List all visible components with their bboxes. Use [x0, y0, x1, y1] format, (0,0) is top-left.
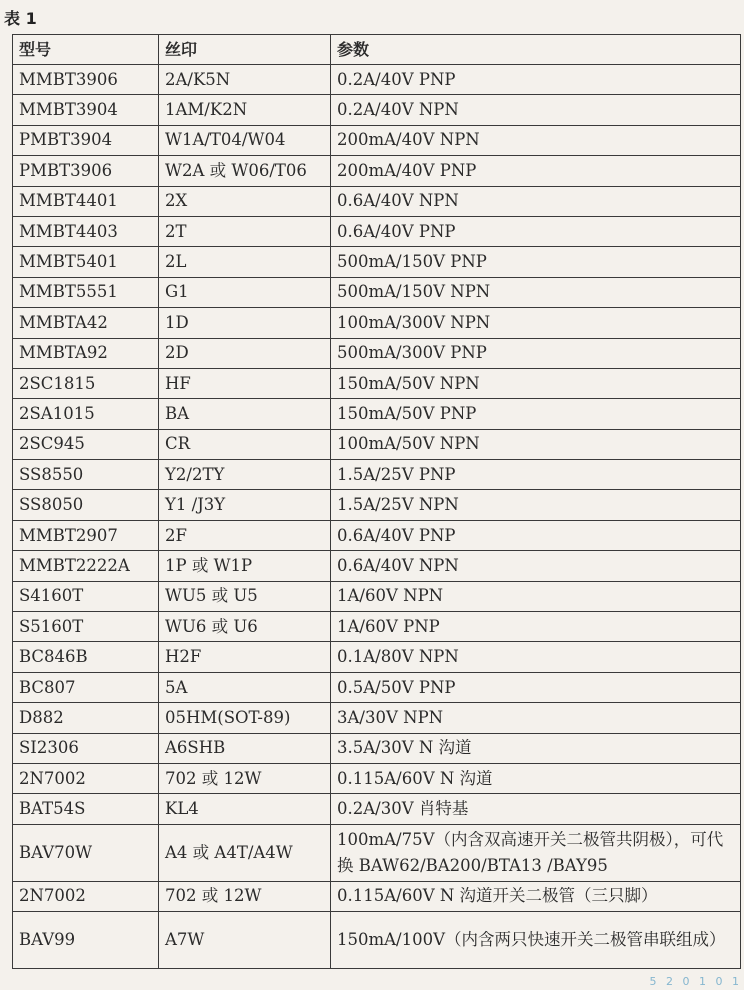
cell-model: MMBT2222A: [13, 551, 159, 581]
cell-model: BC846B: [13, 642, 159, 672]
cell-marking: CR: [159, 429, 331, 459]
cell-model: BAT54S: [13, 794, 159, 824]
header-marking: 丝印: [159, 35, 331, 65]
cell-parameters: 150mA/100V（内含两只快速开关二极管串联组成）: [331, 912, 741, 969]
cell-model: SI2306: [13, 733, 159, 763]
cell-marking: 2T: [159, 216, 331, 246]
cell-marking: 2F: [159, 520, 331, 550]
cell-model: MMBT4403: [13, 216, 159, 246]
table-row: [13, 65, 741, 95]
table-caption: 表 1: [4, 9, 37, 28]
cell-parameters: 0.115A/60V N 沟道开关二极管（三只脚）: [331, 881, 741, 911]
table-row: [13, 520, 741, 550]
cell-model: BAV70W: [13, 824, 159, 881]
cell-marking: 5A: [159, 672, 331, 702]
cell-marking: KL4: [159, 794, 331, 824]
table-row: [13, 581, 741, 611]
cell-model: MMBT2907: [13, 520, 159, 550]
cell-parameters: 0.2A/30V 肖特基: [331, 794, 741, 824]
cell-parameters: 500mA/300V PNP: [331, 338, 741, 368]
cell-model: SS8050: [13, 490, 159, 520]
table-row: [13, 912, 741, 969]
table-row: [13, 460, 741, 490]
table-row: [13, 794, 741, 824]
table-row: [13, 429, 741, 459]
cell-parameters: 1.5A/25V PNP: [331, 460, 741, 490]
cell-model: PMBT3906: [13, 156, 159, 186]
cell-parameters: 0.6A/40V NPN: [331, 186, 741, 216]
cell-model: BAV99: [13, 912, 159, 969]
transistor-marking-table: [12, 34, 741, 969]
table-row: [13, 338, 741, 368]
cell-model: D882: [13, 703, 159, 733]
cell-marking: BA: [159, 399, 331, 429]
table-row: [13, 308, 741, 338]
cell-model: S5160T: [13, 612, 159, 642]
site-watermark: 5 2 0 1 0 1: [649, 975, 742, 988]
table-row: [13, 733, 741, 763]
cell-marking: A7W: [159, 912, 331, 969]
header-model: 型号: [13, 35, 159, 65]
cell-marking: 1P 或 W1P: [159, 551, 331, 581]
table-row: [13, 763, 741, 793]
cell-marking: 1AM/K2N: [159, 95, 331, 125]
table-body: [13, 65, 741, 969]
table-row: [13, 672, 741, 702]
cell-model: 2N7002: [13, 881, 159, 911]
cell-model: PMBT3904: [13, 125, 159, 155]
cell-parameters: 1A/60V PNP: [331, 612, 741, 642]
cell-model: MMBT3904: [13, 95, 159, 125]
header-parameters: 参数: [331, 35, 741, 65]
cell-parameters: 500mA/150V PNP: [331, 247, 741, 277]
cell-model: 2SC945: [13, 429, 159, 459]
cell-model: SS8550: [13, 460, 159, 490]
table-row: [13, 642, 741, 672]
table-row: [13, 156, 741, 186]
cell-parameters: 200mA/40V NPN: [331, 125, 741, 155]
cell-parameters: 0.2A/40V NPN: [331, 95, 741, 125]
cell-parameters: 0.6A/40V PNP: [331, 216, 741, 246]
cell-parameters: 100mA/75V（内含双高速开关二极管共阴极），可代换 BAW62/BA200/BTA13 /BAY95: [331, 824, 741, 881]
cell-parameters: 0.1A/80V NPN: [331, 642, 741, 672]
cell-parameters: 0.6A/40V PNP: [331, 520, 741, 550]
table-row: [13, 247, 741, 277]
cell-model: MMBT5551: [13, 277, 159, 307]
cell-marking: G1: [159, 277, 331, 307]
cell-marking: WU6 或 U6: [159, 612, 331, 642]
cell-parameters: 0.5A/50V PNP: [331, 672, 741, 702]
cell-marking: A4 或 A4T/A4W: [159, 824, 331, 881]
cell-marking: A6SHB: [159, 733, 331, 763]
table-header-row: [13, 35, 741, 65]
cell-parameters: 3.5A/30V N 沟道: [331, 733, 741, 763]
cell-marking: 702 或 12W: [159, 881, 331, 911]
cell-model: 2N7002: [13, 763, 159, 793]
table-row: [13, 551, 741, 581]
table-row: [13, 186, 741, 216]
cell-marking: 1D: [159, 308, 331, 338]
cell-marking: Y1 /J3Y: [159, 490, 331, 520]
cell-marking: WU5 或 U5: [159, 581, 331, 611]
cell-parameters: 1.5A/25V NPN: [331, 490, 741, 520]
cell-parameters: 0.6A/40V NPN: [331, 551, 741, 581]
cell-marking: 05HM(SOT-89): [159, 703, 331, 733]
cell-marking: H2F: [159, 642, 331, 672]
cell-parameters: 150mA/50V PNP: [331, 399, 741, 429]
cell-model: 2SC1815: [13, 368, 159, 398]
cell-model: 2SA1015: [13, 399, 159, 429]
cell-model: MMBT5401: [13, 247, 159, 277]
table-row: [13, 216, 741, 246]
table-row: [13, 824, 741, 881]
cell-parameters: 100mA/50V NPN: [331, 429, 741, 459]
table-row: [13, 368, 741, 398]
cell-marking: W2A 或 W06/T06: [159, 156, 331, 186]
cell-model: MMBTA42: [13, 308, 159, 338]
table-row: [13, 125, 741, 155]
cell-marking: W1A/T04/W04: [159, 125, 331, 155]
cell-parameters: 3A/30V NPN: [331, 703, 741, 733]
cell-marking: 2A/K5N: [159, 65, 331, 95]
cell-parameters: 100mA/300V NPN: [331, 308, 741, 338]
table-row: [13, 95, 741, 125]
cell-parameters: 500mA/150V NPN: [331, 277, 741, 307]
table-row: [13, 399, 741, 429]
cell-model: MMBT4401: [13, 186, 159, 216]
cell-parameters: 1A/60V NPN: [331, 581, 741, 611]
cell-parameters: 200mA/40V PNP: [331, 156, 741, 186]
table-row: [13, 490, 741, 520]
cell-marking: Y2/2TY: [159, 460, 331, 490]
table-row: [13, 612, 741, 642]
cell-marking: 702 或 12W: [159, 763, 331, 793]
cell-model: BC807: [13, 672, 159, 702]
cell-marking: HF: [159, 368, 331, 398]
cell-marking: 2L: [159, 247, 331, 277]
cell-model: MMBTA92: [13, 338, 159, 368]
cell-parameters: 0.115A/60V N 沟道: [331, 763, 741, 793]
cell-parameters: 0.2A/40V PNP: [331, 65, 741, 95]
table-row: [13, 881, 741, 911]
cell-parameters: 150mA/50V NPN: [331, 368, 741, 398]
cell-marking: 2D: [159, 338, 331, 368]
table-row: [13, 277, 741, 307]
table-row: [13, 703, 741, 733]
cell-marking: 2X: [159, 186, 331, 216]
cell-model: MMBT3906: [13, 65, 159, 95]
cell-model: S4160T: [13, 581, 159, 611]
